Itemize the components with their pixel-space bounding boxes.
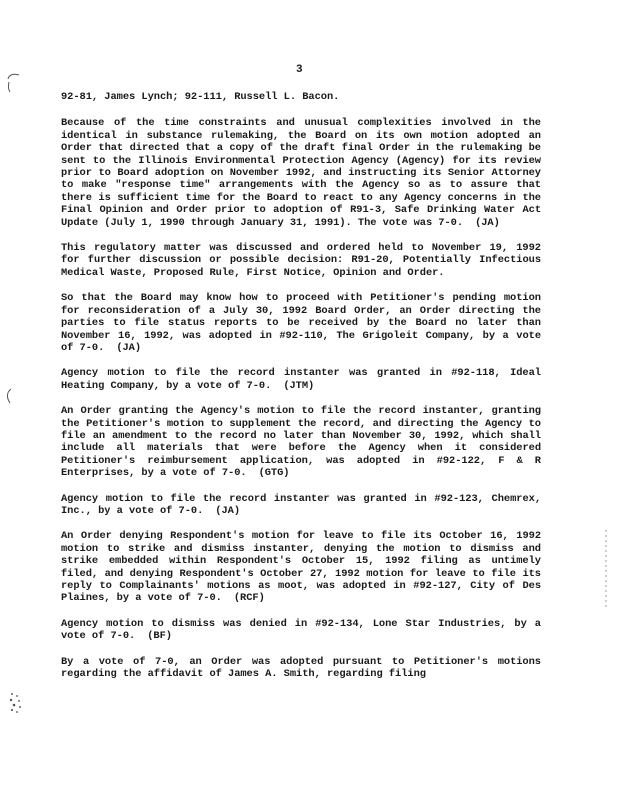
paragraph-text: Because of the time constraints and unusual complexities involved in the identical in substance rulemaking, the Board on its own motion adopted an Order that directed that a copy of the draft final Order in the rulemaking be sent to the Illinois Environmental Protection Agency (Agency) for its review prior to Board adoption on November 1992, and instructing its Senior Attorney to make "response time" arrangements with the Agency so as to assure that there is sufficient time for the Board to react to any Agency concerns in the Final Opinion and Order prior to adoption of R91-3, Safe Drinking Water Act Update (July 1, 1990 through January 31, 1991). The vote was 7-0.	[61, 117, 541, 229]
paragraph-7	[61, 493, 541, 518]
author-initials: (RCF)	[233, 592, 265, 605]
author-initials: (JA)	[215, 504, 241, 517]
paragraph-text: So that the Board may know how to proceed with Petitioner's pending motion for reconsideration of a July 30, 1992 Board Order, an Order directing the parties to file status reports to be received by the Board no later than November 16, 1992, was adopted in #92-110, The Grigoleit Company, by a vote of 7-0.	[61, 292, 541, 354]
paragraph-6	[61, 405, 541, 479]
paragraph-9	[61, 618, 541, 643]
paragraph-text: Agency motion to file the record instanter was granted in #92-118, Ideal Heating Company, by a vote of 7-0.	[61, 367, 541, 392]
paragraph-4	[61, 292, 541, 354]
page-number: 3	[296, 64, 303, 76]
paragraph-10	[61, 656, 541, 681]
scan-edge-icon	[604, 530, 608, 610]
paragraph-text: By a vote of 7-0, an Order was adopted pursuant to Petitioner's motions regarding the affidavit of James A. Smith, regarding filing	[61, 655, 541, 681]
paragraph-text: An Order granting the Agency's motion to file the record instanter, granting the Petitioner's motion to supplement the record, and directing the Agency to file an amendment to the record no later than November 30, 1992, which shall include all materials that were before the Agency when it considered Petitioner's reimbursement application, was adopted in #92-122, F & R Enterprises, by a vote of 7-0.	[61, 405, 541, 480]
paragraph-text: Agency motion to file the record instanter was granted in #92-123, Chemrex, Inc., by a vote of 7-0.	[61, 492, 541, 517]
paragraph-text: This regulatory matter was discussed and ordered held to November 19, 1992 for further discussion or possible decision: R91-20, Potentially Infectious Medical Waste, Proposed Rule, First Notice, Opinion and Order.	[61, 242, 541, 279]
scan-mark-icon	[6, 72, 20, 94]
paragraph-text: 92-81, James Lynch; 92-111, Russell L. Bacon.	[61, 91, 340, 103]
paragraph-3	[61, 242, 541, 279]
scan-speck-icon	[6, 690, 26, 716]
paragraph-2	[61, 117, 541, 229]
author-initials: (BF)	[147, 630, 172, 643]
paragraph-5	[61, 367, 541, 392]
document-body	[61, 91, 541, 693]
author-initials: (GTG)	[258, 467, 290, 480]
paragraph-8	[61, 530, 541, 604]
author-initials: (JA)	[475, 216, 500, 229]
paragraph-text: An Order denying Respondent's motion for leave to file its October 16, 1992 motion to strike and dismiss instanter, denying the motion to dismiss and strike embedded within Respondent's October 15, 1992 filing as untimely filed, and denying Respondent's October 27, 1992 motion for leave to file its reply to Complainants' motions as moot, was adopted in #92-127, City of Des Plaines, by a vote of 7-0.	[61, 530, 541, 605]
scan-mark-icon	[5, 388, 13, 404]
author-initials: (JTM)	[283, 379, 315, 392]
paragraph-1	[61, 91, 541, 103]
author-initials: (JA)	[116, 341, 142, 354]
paragraph-text: Agency motion to dismiss was denied in #92-134, Lone Star Industries, by a vote of 7-0.	[61, 617, 541, 643]
